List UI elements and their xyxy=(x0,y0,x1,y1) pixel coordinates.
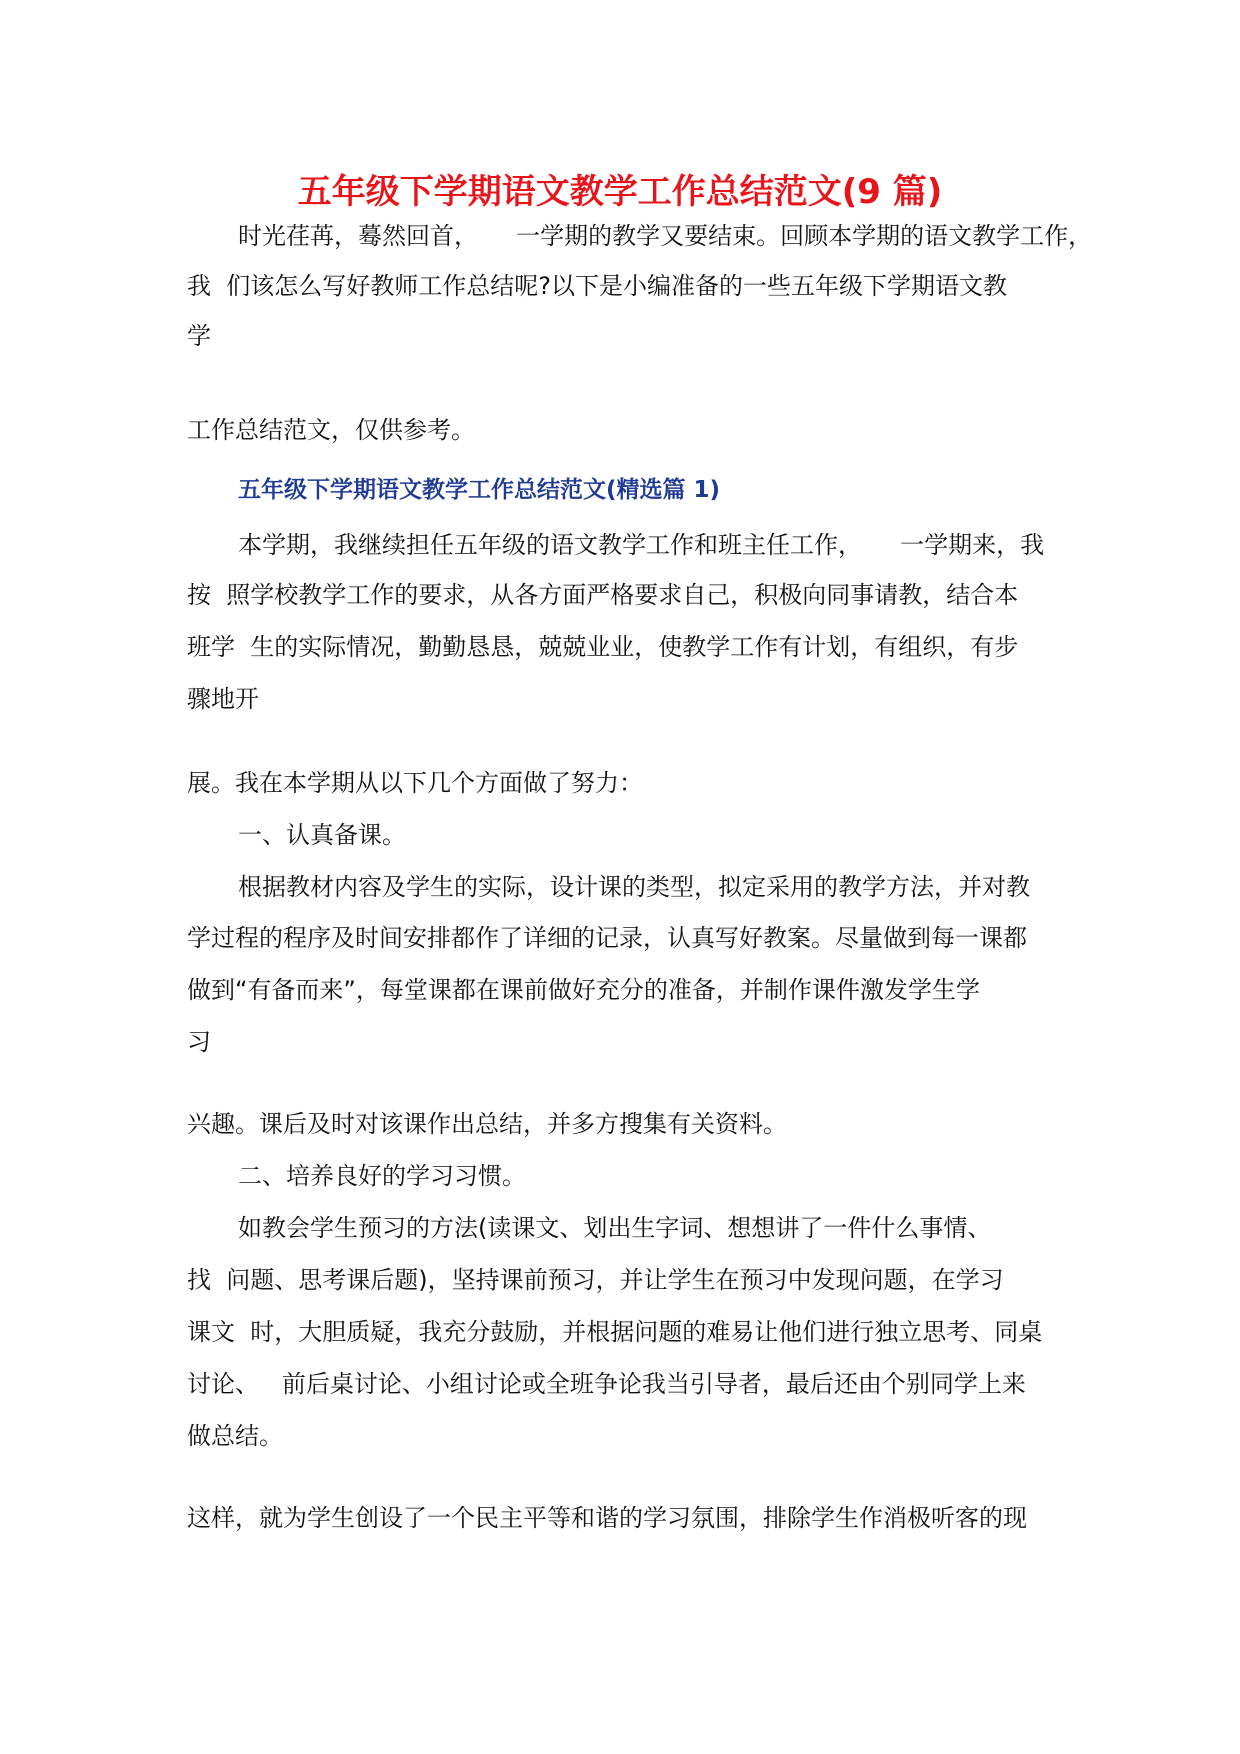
paragraph-line: 时光荏苒，蓦然回首， 一学期的教学又要结束。回顾本学期的语文教学工作， xyxy=(238,222,1093,250)
paragraph-line: 展。我在本学期从以下几个方面做了努力： xyxy=(187,769,643,797)
paragraph-line: 做到“有备而来”，每堂课都在课前做好充分的准备，并制作课件激发学生学 xyxy=(187,976,980,1004)
paragraph-line: 按 照学校教学工作的要求，从各方面严格要求自己，积极向同事请教，结合本 xyxy=(187,581,1019,609)
paragraph-line: 班学 生的实际情况，勤勤恳恳，兢兢业业，使教学工作有计划，有组织，有步 xyxy=(187,633,1019,661)
paragraph-line: 如教会学生预习的方法(读课文、划出生字词、想想讲了一件什么事情、 xyxy=(238,1214,992,1242)
paragraph-line: 这样，就为学生创设了一个民主平等和谐的学习氛围，排除学生作消极听客的现 xyxy=(187,1504,1027,1532)
paragraph-line: 做总结。 xyxy=(187,1422,283,1450)
paragraph-line: 习 xyxy=(187,1028,211,1056)
section-heading: 一、认真备课。 xyxy=(238,821,406,849)
paragraph-line: 讨论、 前后桌讨论、小组讨论或全班争论我当引导者，最后还由个别同学上来 xyxy=(187,1370,1026,1398)
document-title: 五年级下学期语文教学工作总结范文(9 篇) xyxy=(297,172,943,212)
paragraph-line: 工作总结范文，仅供参考。 xyxy=(187,416,475,444)
paragraph-line: 学 xyxy=(187,322,211,350)
section-title: 五年级下学期语文教学工作总结范文(精选篇 1) xyxy=(238,477,721,503)
paragraph-line: 我 们该怎么写好教师工作总结呢?以下是小编准备的一些五年级下学期语文教 xyxy=(187,272,1007,300)
paragraph-line: 本学期，我继续担任五年级的语文教学工作和班主任工作， 一学期来，我 xyxy=(238,531,1045,559)
paragraph-line: 骤地开 xyxy=(187,685,259,713)
section-heading: 二、培养良好的学习习惯。 xyxy=(238,1162,526,1190)
paragraph-line: 兴趣。课后及时对该课作出总结，并多方搜集有关资料。 xyxy=(187,1110,787,1138)
paragraph-line: 课文 时，大胆质疑，我充分鼓励，并根据问题的难易让他们进行独立思考、同桌 xyxy=(187,1318,1043,1346)
paragraph-line: 学过程的程序及时间安排都作了详细的记录，认真写好教案。尽量做到每一课都 xyxy=(187,924,1027,952)
paragraph-line: 根据教材内容及学生的实际，设计课的类型，拟定采用的教学方法，并对教 xyxy=(238,873,1030,901)
paragraph-line: 找 问题、思考课后题)，坚持课前预习，并让学生在预习中发现问题，在学习 xyxy=(187,1266,1004,1294)
